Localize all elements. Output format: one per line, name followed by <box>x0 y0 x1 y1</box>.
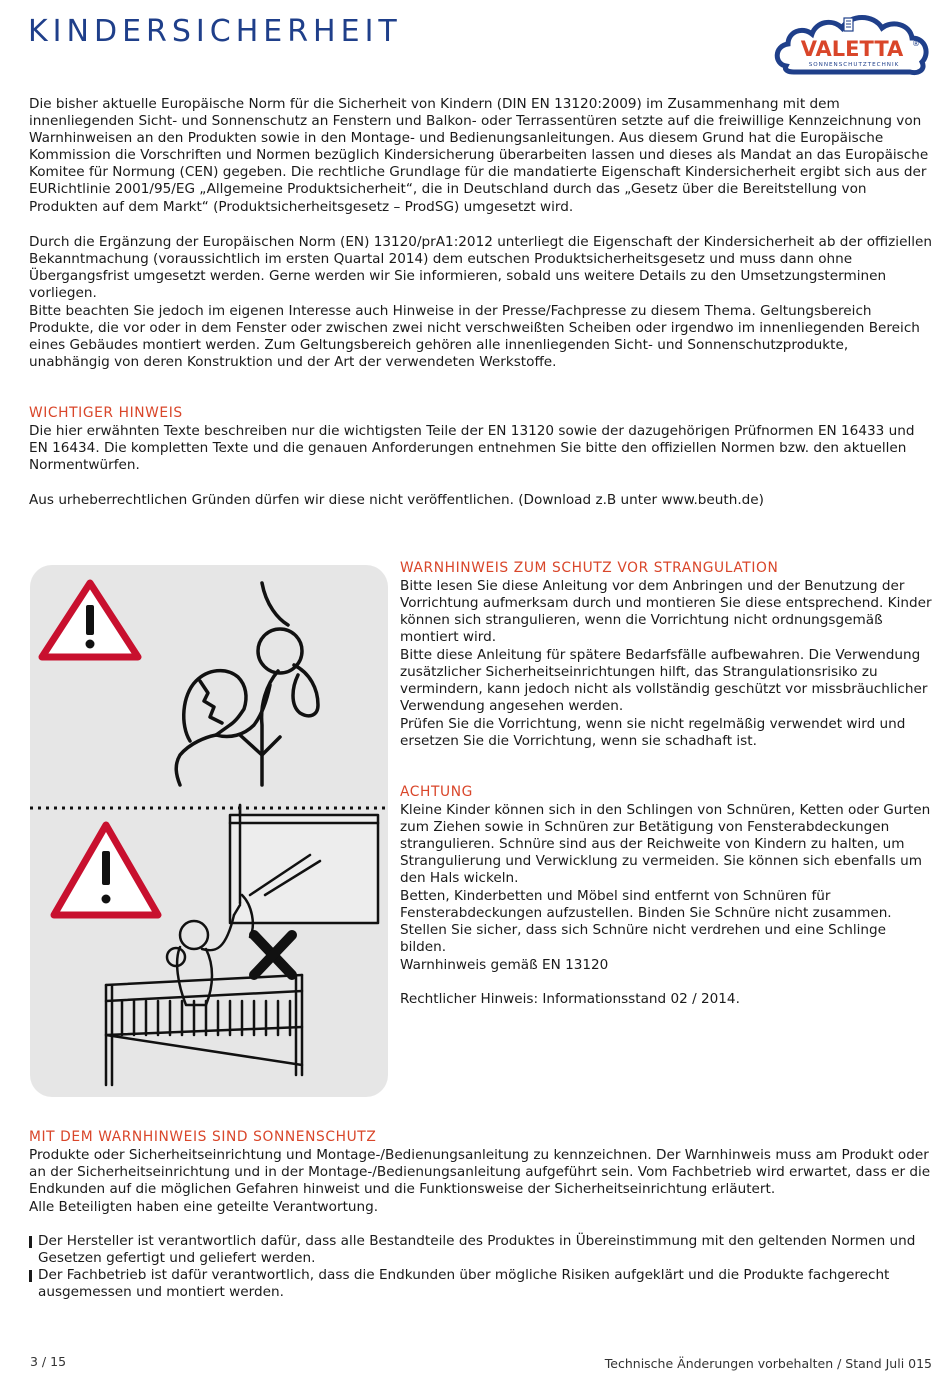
important-heading: WICHTIGER HINWEIS <box>29 405 183 421</box>
page-number: 3 / 15 <box>30 1354 67 1369</box>
marking-paragraph-1: Produkte oder Sicherheitseinrichtung und Montage-/Bedienungsanleitung zu kennzeichnen. Der Warnhinweis muss am Produkt oder an der Sicherheitseinrichtung und in der Montage-/Bedienungsanleitung aufgeführt sein. Vom Fachbetrieb wird erwartet, dass er die Endkunden auf die möglichen Gefahren hinweist und die Funktionsweise der Sicherheitseinrichtung erläutert. <box>29 1147 931 1198</box>
prohibited-cross-icon <box>254 935 292 975</box>
valetta-logo-graphic <box>772 4 932 78</box>
caution-paragraph-1: Kleine Kinder können sich in den Schlingen von Schnüren, Ketten oder Gurten zum Ziehen sowie in Schnüren zur Betätigung von Fensterabdeckungen strangulieren. Schnüre sind aus der Reichweite von Kindern zu halten, um Strangulierung und Verwicklung zu vermeiden. Sie können sich ebenfalls um den Hals wickeln. <box>400 802 931 887</box>
warning-illustration <box>30 565 388 1097</box>
caution-paragraph-3: Warnhinweis gemäß EN 13120 <box>400 957 609 973</box>
intro-paragraph-2: Durch die Ergänzung der Europäischen Norm (EN) 13120/prA1:2012 unterliegt die Eigenschaft der Kindersicherheit ab der offiziellen Bekanntmachung (voraussichtlich im ersten Quartal 2014) dem eutschen Produktsicherheitsgesetz und muss dann ohne Übergangsfrist umgesetzt werden. Gerne werden wir Sie informieren, sobald uns weitere Details zu den Umsetzungsterminen vorliegen. <box>29 234 932 302</box>
list-item <box>29 1233 932 1267</box>
caution-paragraph-4: Rechtlicher Hinweis: Informationsstand 02 / 2014. <box>400 991 740 1007</box>
strangulation-paragraph-3: Prüfen Sie die Vorrichtung, wenn sie nicht regelmäßig verwendet wird und ersetzen Sie die Vorrichtung, wenn sie schadhaft ist. <box>400 716 906 750</box>
warning-triangle-icon <box>42 583 138 657</box>
intro-paragraph-3: Bitte beachten Sie jedoch im eigenen Interesse auch Hinweise in der Presse/Fachpresse zu diesem Thema. Geltungsbereich Produkte, die vor oder in dem Fenster oder zwischen zwei nicht verschweißten Scheiben oder irgendwo im innenliegenden Bereich eines Gebäudes montiert werden. Zum Geltungsbereich gehören alle innenliegenden Sicht- und Sonnenschutzprodukte, unabhängig von deren Konstruktion und der Art der verwendeten Werkstoffe. <box>29 303 920 371</box>
valetta-logo <box>772 4 932 78</box>
strangulation-paragraph-1: Bitte lesen Sie diese Anleitung vor dem Anbringen und der Benutzung der Vorrichtung aufmerksam durch und montieren Sie diese entsprechend. Kinder können sich strangulieren, wenn die Vorrichtung nicht ordnungsgemäß montiert wird. <box>400 578 932 646</box>
marking-paragraph-2: Alle Beteiligten haben eine geteilte Verantwortung. <box>29 1199 379 1215</box>
child-cord-icon <box>176 583 318 785</box>
caution-heading: ACHTUNG <box>400 784 473 800</box>
crib-child-icon <box>106 805 378 1085</box>
bullet-marker <box>29 1270 32 1282</box>
strangulation-paragraph-2: Bitte diese Anleitung für spätere Bedarfsfälle aufbewahren. Die Verwendung zusätzlicher Sicherheitseinrichtungen hilft, das Strangulationsrisiko zu vermindern, kann jedoch nicht als vollständig geschützt vor missbräuchlicher Verwendung angesehen werden. <box>400 647 928 715</box>
list-item <box>29 1267 932 1301</box>
logo-tagline: SONNENSCHUTZTECHNIK <box>808 62 900 68</box>
intro-paragraph-1: Die bisher aktuelle Europäische Norm für die Sicherheit von Kindern (DIN EN 13120:2009) im Zusammenhang mit dem innenliegenden Sicht- und Sonnenschutz an Fenstern und Balkon- oder Terrassentüren setzte auf die freiwillige Kennzeichnung von Warnhinweisen an den Produkten sowie in den Montage- und Bedienungsanleitungen. Aus diesem Grund hat die Europäische Kommission die Vorschriften und Normen bezüglich Kindersicherung überarbeiten lassen und dieses als Mandat an das Europäische Komitee für Normung (CEN) gegeben. Die rechtliche Grundlage für die mandatierte Eigenschaft Kindersicherheit ergibt sich aus der EURichtlinie 2001/95/EG „Allgemeine Produktsicherheit“, die in Deutschland durch das „Gesetz über die Bereitstellung von Produkten auf dem Markt“ (Produktsicherheitsgesetz – ProdSG) umgesetzt wird. <box>29 96 929 215</box>
warning-illustration-panel <box>30 565 388 1097</box>
list-item-text: Der Fachbetrieb ist dafür verantwortlich, dass die Endkunden über mögliche Risiken aufgeklärt und die Produkte fachgerecht ausgemessen und montiert werden. <box>38 1267 890 1301</box>
page-title: KINDERSICHERHEIT <box>28 14 402 49</box>
logo-registered: ® <box>912 39 920 48</box>
responsibility-list <box>29 1233 932 1301</box>
strangulation-heading: WARNHINWEIS ZUM SCHUTZ VOR STRANGULATION <box>400 560 779 576</box>
important-paragraph-2: Aus urheberrechtlichen Gründen dürfen wir diese nicht veröffentlichen. (Download z.B unter www.beuth.de) <box>29 492 764 508</box>
important-paragraph-1: Die hier erwähnten Texte beschreiben nur die wichtigsten Teile der EN 13120 sowie der dazugehörigen Prüfnormen EN 16433 und EN 16434. Die kompletten Texte und die genauen Anforderungen entnehmen Sie bitte den offiziellen Normen bzw. den aktuellen Normentwürfen. <box>29 423 915 474</box>
footer-note: Technische Änderungen vorbehalten / Stand Juli 015 <box>604 1356 932 1371</box>
caution-paragraph-2: Betten, Kinderbetten und Möbel sind entfernt von Schnüren für Fensterabdeckungen aufzustellen. Binden Sie Schnüre nicht zusammen. Stellen Sie sicher, dass sich Schnüre nicht verdrehen und eine Schlinge bilden. <box>400 888 892 956</box>
warning-triangle-icon <box>54 825 158 915</box>
logo-brand: VALETTA <box>800 37 904 61</box>
list-item-text: Der Hersteller ist verantwortlich dafür, dass alle Bestandteile des Produktes in Übereinstimmung mit den geltenden Normen und Gesetzen gefertigt und geliefert werden. <box>38 1233 916 1267</box>
bullet-marker <box>29 1236 32 1248</box>
marking-heading: MIT DEM WARNHINWEIS SIND SONNENSCHUTZ <box>29 1129 377 1145</box>
